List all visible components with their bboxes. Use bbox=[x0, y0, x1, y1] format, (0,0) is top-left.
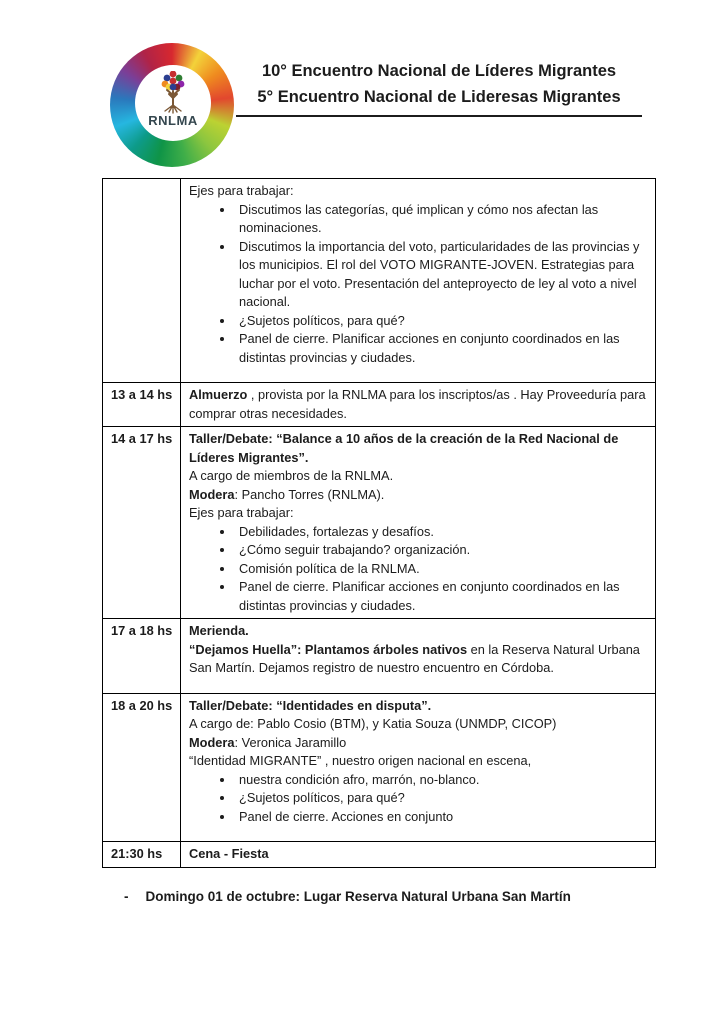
bullet-item bbox=[235, 541, 649, 560]
text: en la Reserva Natural Urbana San Martín. Dejamos registro de nuestro encuentro en Córdoba. bbox=[189, 641, 640, 675]
paragraph bbox=[189, 641, 649, 678]
text: Panel de cierre. Acciones en conjunto bbox=[239, 808, 454, 824]
table-row bbox=[103, 179, 656, 383]
bullet-item bbox=[235, 560, 649, 579]
bullet-item bbox=[235, 312, 649, 331]
text: ¿Sujetos políticos, para qué? bbox=[239, 312, 405, 328]
time-cell bbox=[103, 179, 181, 383]
bold-text: Taller/Debate: “Balance a 10 años de la creación de la Red Nacional de Líderes Migrantes”. bbox=[189, 431, 619, 465]
text: Discutimos la importancia del voto, particularidades de las provincias y los municipios. El rol del VOTO MIGRANTE-JOVEN. Estrategias para luchar por el voto. Presentación del anteproyecto de ley al voto a nivel nacional. bbox=[239, 238, 640, 309]
bullet-item bbox=[235, 238, 649, 312]
paragraph bbox=[189, 622, 649, 641]
time-cell: 13 a 14 hs bbox=[103, 383, 181, 427]
bullet-list bbox=[189, 201, 649, 368]
text: nuestra condición afro, marrón, no-blanco. bbox=[239, 771, 480, 787]
activity-cell bbox=[181, 693, 656, 842]
activity-cell bbox=[181, 427, 656, 619]
blank-line bbox=[189, 678, 649, 690]
text: Panel de cierre. Planificar acciones en conjunto coordinados en las distintas provincias y ciudades. bbox=[239, 331, 620, 365]
bullet-item bbox=[235, 523, 649, 542]
bold-text: “Dejamos Huella”: Plantamos árboles nativos bbox=[189, 641, 468, 657]
title-line-1: 10° Encuentro Nacional de Líderes Migrantes bbox=[261, 62, 617, 80]
activity-cell bbox=[181, 383, 656, 427]
text: Discutimos las categorías, qué implican y cómo nos afectan las nominaciones. bbox=[239, 201, 599, 235]
table-row bbox=[103, 383, 656, 427]
logo-label: RNLMA bbox=[148, 113, 198, 128]
paragraph bbox=[189, 845, 649, 864]
text: A cargo de: Pablo Cosio (BTM), y Katia Souza (UNMDP, CICOP) bbox=[189, 716, 557, 731]
rnlma-logo bbox=[110, 43, 234, 167]
text: , provista por la RNLMA para los inscriptos/as . Hay Proveeduría para comprar otras necesidades. bbox=[189, 387, 646, 421]
paragraph bbox=[189, 697, 649, 716]
schedule-body bbox=[103, 179, 656, 868]
bullet-item bbox=[235, 330, 649, 367]
text: Panel de cierre. Planificar acciones en conjunto coordinados en las distintas provincias y ciudades. bbox=[239, 579, 620, 613]
time-cell: 14 a 17 hs bbox=[103, 427, 181, 619]
time-cell: 21:30 hs bbox=[103, 842, 181, 868]
footer-text: Domingo 01 de octubre: Lugar Reserva Natural Urbana San Martín bbox=[145, 889, 571, 904]
paragraph bbox=[189, 386, 649, 423]
bold-text: Taller/Debate: “Identidades en disputa”. bbox=[189, 697, 432, 713]
text: “Identidad MIGRANTE” , nuestro origen nacional en escena, bbox=[189, 753, 532, 768]
bold-text: Modera bbox=[189, 486, 235, 502]
bullet-list bbox=[189, 523, 649, 616]
table-row bbox=[103, 842, 656, 868]
paragraph bbox=[189, 467, 649, 486]
footer-note bbox=[124, 889, 571, 904]
text: Ejes para trabajar: bbox=[189, 183, 294, 198]
blank-line bbox=[189, 367, 649, 379]
title-line-2: 5° Encuentro Nacional de Lideresas Migrantes bbox=[257, 88, 621, 106]
table-row bbox=[103, 619, 656, 694]
table-row bbox=[103, 693, 656, 842]
bullet-item bbox=[235, 771, 649, 790]
time-cell: 18 a 20 hs bbox=[103, 693, 181, 842]
bold-text: Cena - Fiesta bbox=[189, 846, 269, 861]
activity-cell bbox=[181, 179, 656, 383]
text: : Veronica Jaramillo bbox=[234, 734, 347, 750]
paragraph bbox=[189, 182, 649, 201]
time-cell: 17 a 18 hs bbox=[103, 619, 181, 694]
document-title bbox=[236, 58, 642, 117]
text: : Pancho Torres (RNLMA). bbox=[234, 486, 385, 502]
logo-center bbox=[135, 65, 211, 141]
blank-line bbox=[189, 826, 649, 838]
schedule-table bbox=[102, 178, 656, 868]
text: ¿Sujetos políticos, para qué? bbox=[239, 790, 405, 805]
activity-cell bbox=[181, 619, 656, 694]
text: Comisión política de la RNLMA. bbox=[239, 560, 420, 576]
footer-dash: - bbox=[124, 889, 129, 904]
bullet-item bbox=[235, 789, 649, 808]
table-row bbox=[103, 427, 656, 619]
bullet-item bbox=[235, 201, 649, 238]
rainbow-ring bbox=[110, 43, 234, 167]
text: A cargo de miembros de la RNLMA. bbox=[189, 468, 394, 483]
text: ¿Cómo seguir trabajando? organización. bbox=[239, 542, 471, 557]
bold-text: Merienda. bbox=[189, 623, 249, 638]
paragraph bbox=[189, 430, 649, 467]
bullet-list bbox=[189, 771, 649, 827]
bullet-item bbox=[235, 808, 649, 827]
text: Debilidades, fortalezas y desafíos. bbox=[239, 523, 434, 539]
paragraph bbox=[189, 752, 649, 771]
tree-icon bbox=[152, 71, 194, 115]
bold-text: Modera bbox=[189, 734, 235, 750]
bold-text: Almuerzo bbox=[189, 387, 251, 402]
bullet-item bbox=[235, 578, 649, 615]
paragraph bbox=[189, 715, 649, 734]
paragraph bbox=[189, 486, 649, 505]
text: Ejes para trabajar: bbox=[189, 505, 294, 520]
paragraph bbox=[189, 734, 649, 753]
activity-cell bbox=[181, 842, 656, 868]
paragraph bbox=[189, 504, 649, 523]
